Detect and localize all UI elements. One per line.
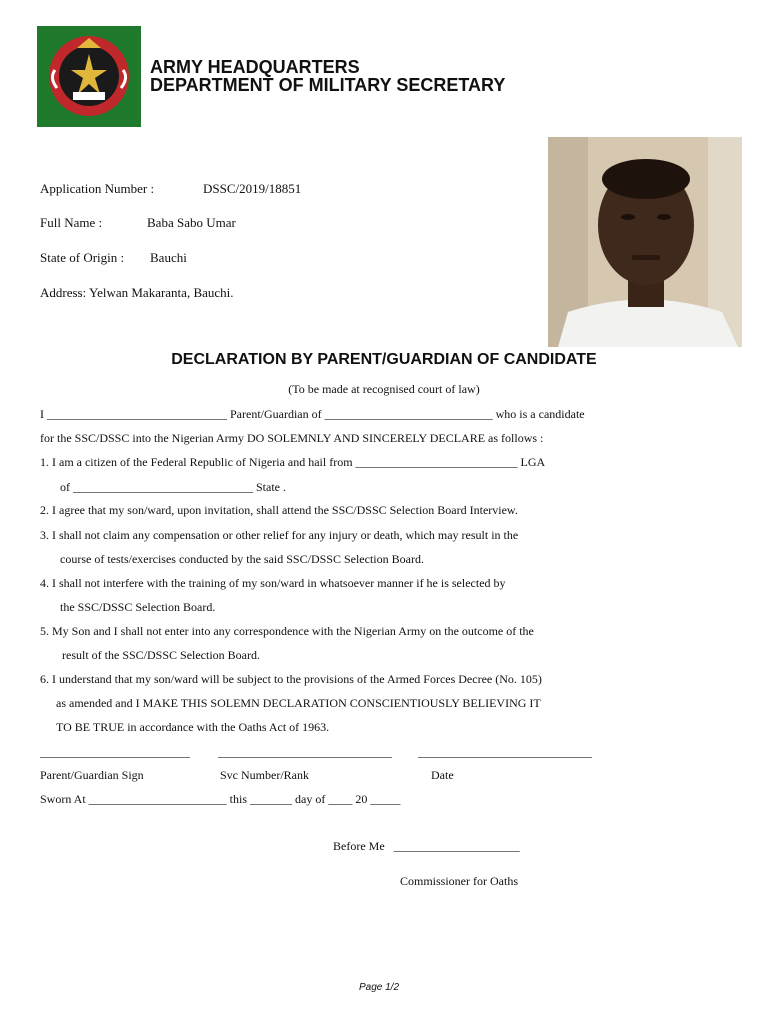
declaration-line: 5. My Son and I shall not enter into any correspondence with the Nigerian Army on the outcome of the — [40, 624, 534, 638]
declaration-subtitle: (To be made at recognised court of law) — [288, 382, 480, 396]
header-line-1: ARMY HEADQUARTERS — [150, 57, 360, 77]
sworn-at-line: Sworn At _______________________ this _______ day of ____ 20 _____ — [40, 792, 401, 806]
declaration-line: 1. I am a citizen of the Federal Republic of Nigeria and hail from ___________________________ LGA — [40, 455, 546, 469]
declaration-line: the SSC/DSSC Selection Board. — [60, 600, 216, 614]
before-me-line: Before Me _____________________ — [333, 839, 520, 853]
declaration-line: 4. I shall not interfere with the training of my son/ward in whatsoever manner if he is selected by — [40, 576, 506, 590]
declaration-line: 6. I understand that my son/ward will be subject to the provisions of the Armed Forces Decree (No. 105) — [40, 672, 542, 686]
declaration-line: course of tests/exercises conducted by the said SSC/DSSC Selection Board. — [60, 552, 424, 566]
application-number-label: Application Number : — [40, 181, 155, 196]
svc-number-label: Svc Number/Rank — [220, 768, 309, 782]
declaration-line: as amended and I MAKE THIS SOLEMN DECLARATION CONSCIENTIOUSLY BELIEVING IT — [56, 696, 541, 710]
state-of-origin-value: Bauchi — [150, 250, 187, 265]
army-crest-icon — [37, 26, 141, 127]
declaration-line: of ______________________________ State . — [60, 480, 286, 494]
declaration-line: I ______________________________ Parent/Guardian of ____________________________ who is a candidate — [40, 407, 585, 421]
page-number: Page 1/2 — [358, 982, 400, 993]
declaration-title: DECLARATION BY PARENT/GUARDIAN OF CANDIDATE — [171, 351, 597, 368]
person-photo-icon — [548, 137, 742, 347]
address-line: Address: Yelwan Makaranta, Bauchi. — [40, 285, 234, 300]
date-blank: _____________________________ — [418, 745, 592, 759]
declaration-line: for the SSC/DSSC into the Nigerian Army DO SOLEMNLY AND SINCERELY DECLARE as follows : — [40, 431, 544, 445]
declaration-line: 2. I agree that my son/ward, upon invitation, shall attend the SSC/DSSC Selection Board Interview. — [40, 503, 518, 517]
signature-label: Parent/Guardian Sign — [40, 768, 144, 782]
date-label: Date — [431, 768, 454, 782]
candidate-photo — [548, 137, 742, 347]
full-name-value: Baba Sabo Umar — [147, 215, 236, 230]
declaration-line: result of the SSC/DSSC Selection Board. — [62, 648, 260, 662]
declaration-line: 3. I shall not claim any compensation or other relief for any injury or death, which may result in the — [40, 528, 519, 542]
full-name-label: Full Name : — [40, 215, 103, 230]
signature-blank: _________________________ — [40, 745, 190, 759]
declaration-line: TO BE TRUE in accordance with the Oaths Act of 1963. — [56, 720, 330, 734]
application-number-value: DSSC/2019/18851 — [203, 181, 302, 196]
army-crest-logo — [37, 26, 141, 127]
svc-number-blank: _____________________________ — [218, 745, 392, 759]
state-of-origin-label: State of Origin : — [40, 250, 125, 265]
commissioner-label: Commissioner for Oaths — [400, 874, 518, 888]
header-line-2: DEPARTMENT OF MILITARY SECRETARY — [150, 75, 506, 95]
